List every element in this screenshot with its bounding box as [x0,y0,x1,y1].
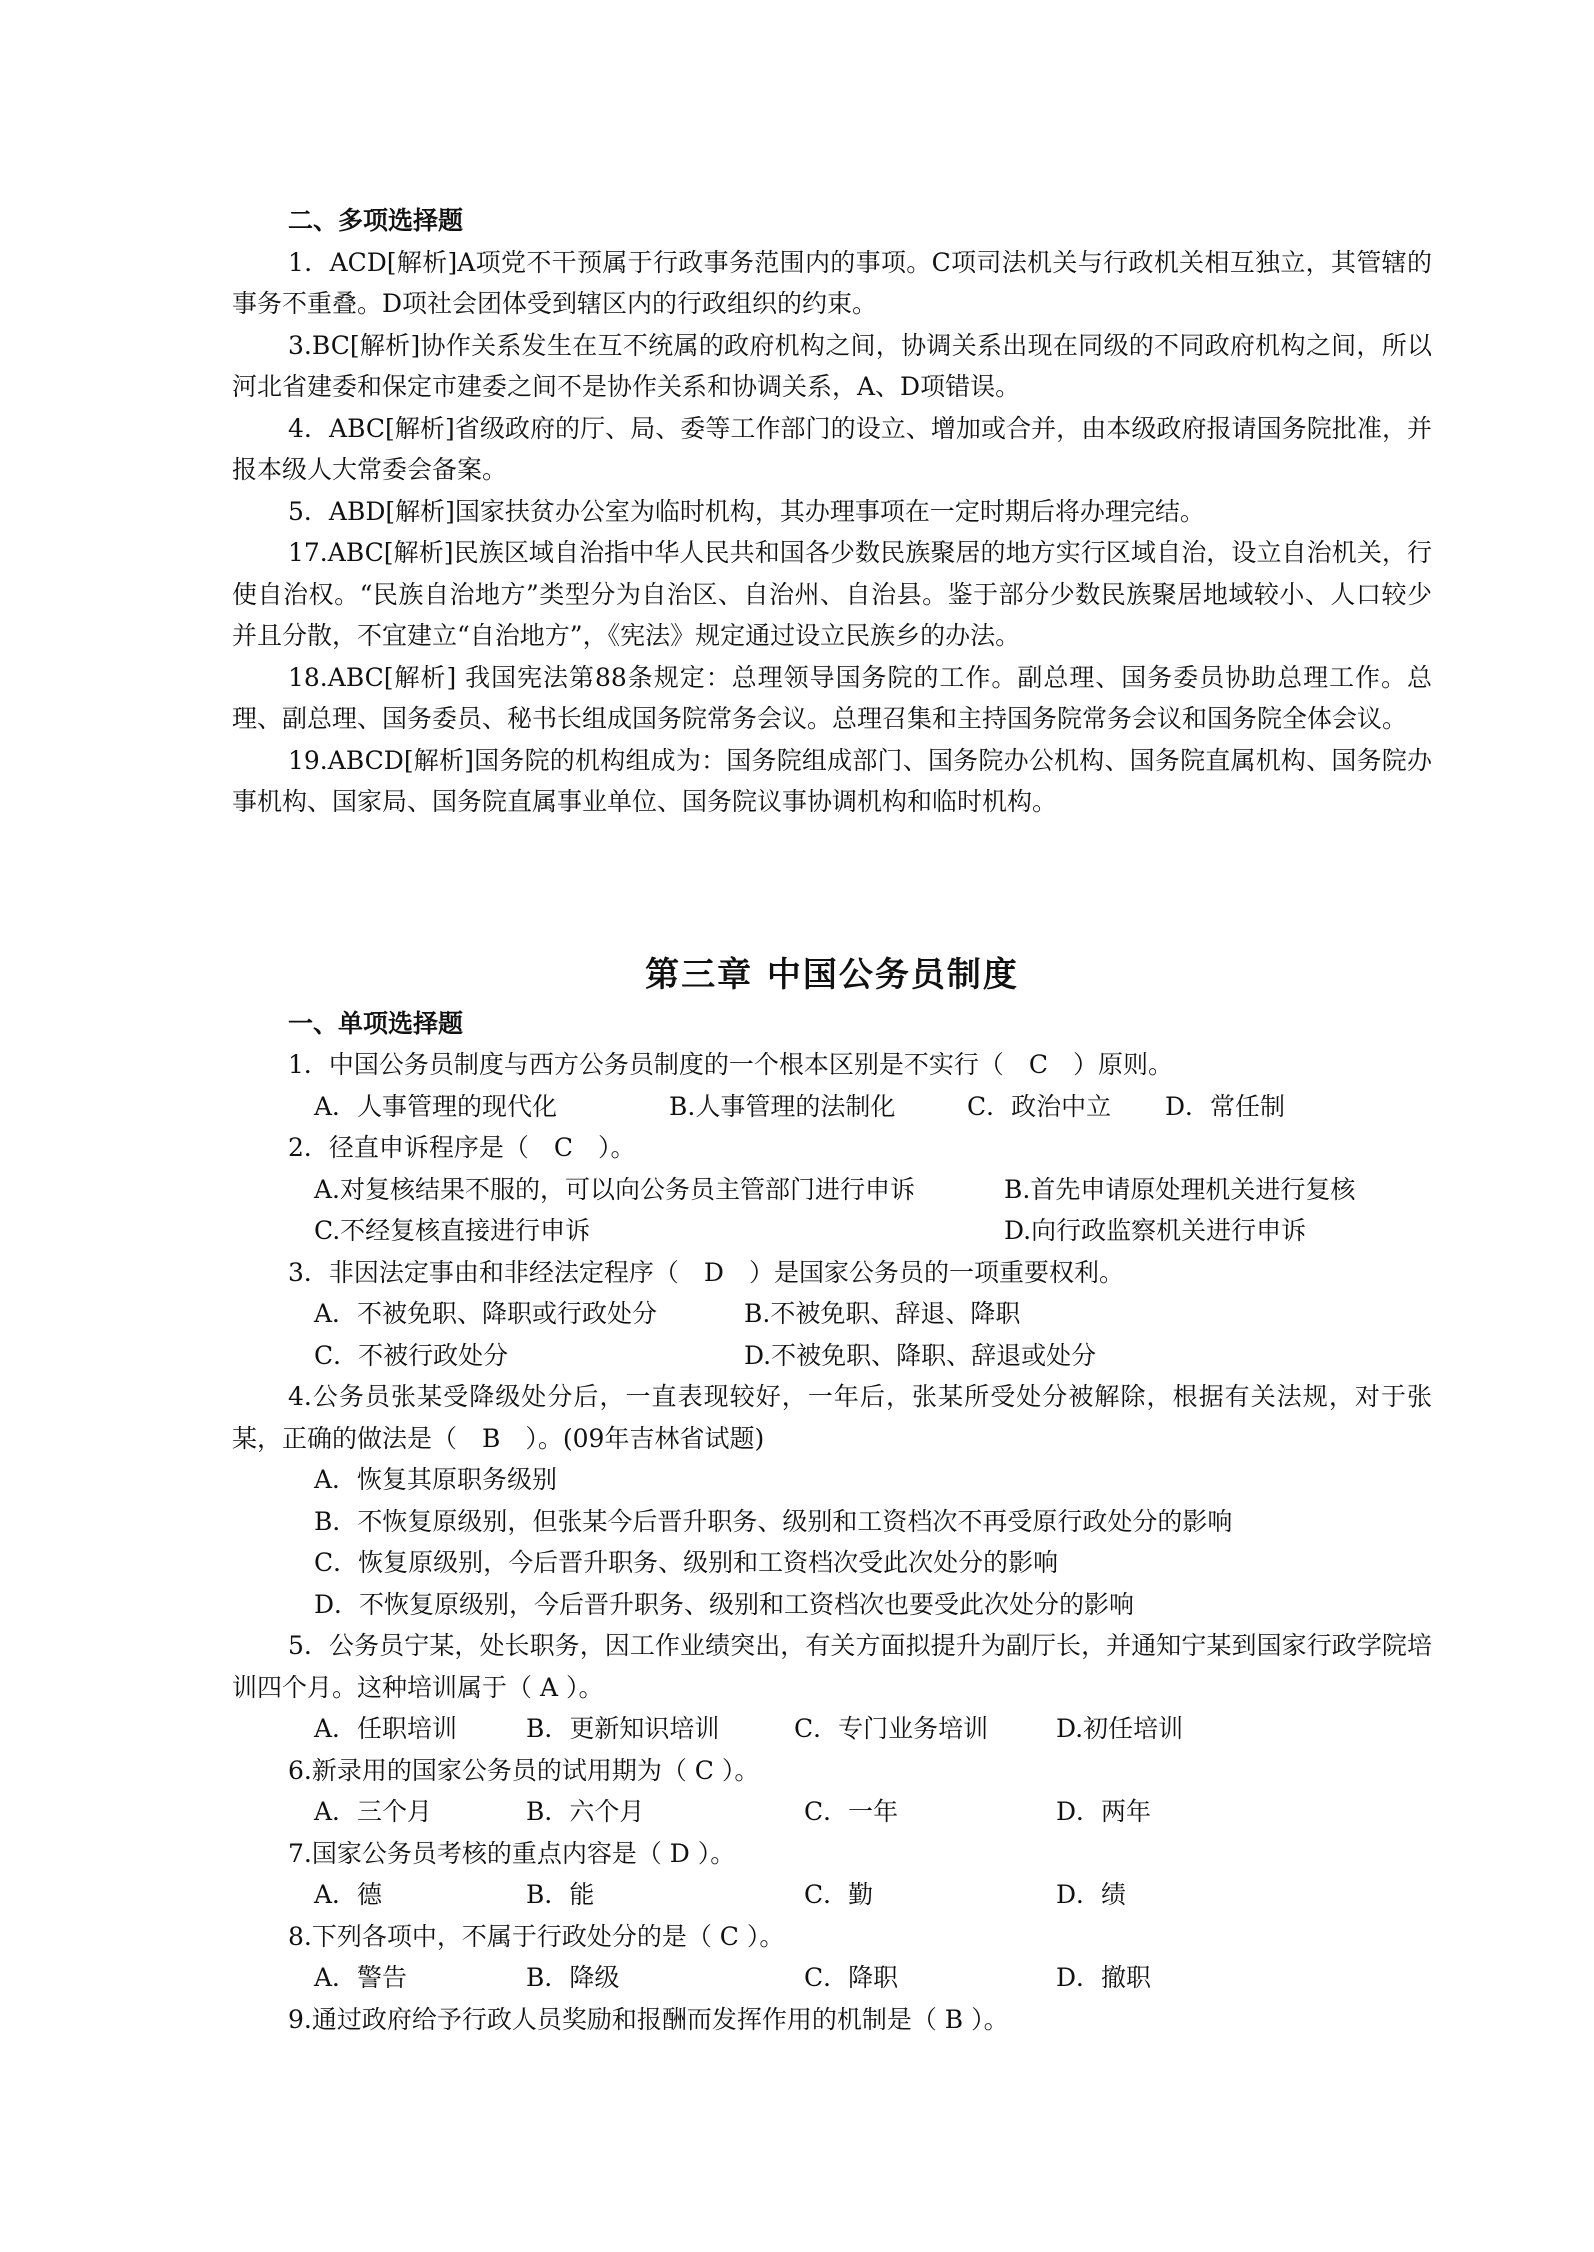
question-1: 1．中国公务员制度与西方公务员制度的一个根本区别是不实行（ C ）原则。 [288,1050,1174,1079]
option: D．两年 [1056,1797,1152,1826]
answer-item: 4．ABC[解析]省级政府的厅、局、委等工作部门的设立、增加或合并，由本级政府报请国务院批准，并报本级人大常委会备案。 [232,413,1432,484]
option: B.人事管理的法制化 [669,1091,896,1121]
option: A．警告 [314,1963,408,1992]
option: D．常任制 [1165,1091,1286,1121]
option: C．不被行政处分 [314,1340,509,1370]
question-4: 4.公务员张某受降级处分后，一直表现较好，一年后，张某所受处分被解除，根据有关法规，对于张某，正确的做法是（ B ）。(09年吉林省试题) [232,1382,1432,1453]
section-heading-single: 一、单项选择题 [288,1008,464,1038]
option: A．任职培训 [314,1714,458,1743]
option: B．降级 [526,1963,620,1992]
question-5: 5．公务员宁某，处长职务，因工作业绩突出，有关方面拟提升为副厅长，并通知宁某到国家行政学院培训四个月。这种培训属于（ A ）。 [232,1631,1432,1702]
option: C．政治中立 [967,1091,1112,1121]
section-heading-multi: 二、多项选择题 [288,206,464,235]
answer-item: 19.ABCD[解析]国务院的机构组成为：国务院组成部门、国务院办公机构、国务院直属机构、国务院办事机构、国家局、国务院直属事业单位、国务院议事协调机构和临时机构。 [232,745,1432,816]
option: C．降职 [804,1963,899,1992]
page-content [232,200,1432,2040]
question-6: 6.新录用的国家公务员的试用期为（ C ）。 [288,1755,760,1785]
question-1-options [232,1086,1432,1128]
option: B．不恢复原级别，但张某今后晋升职务、级别和工资档次不再受原行政处分的影响 [314,1506,1233,1536]
option: D.不被免职、降职、辞退或处分 [744,1340,1097,1370]
answer-item: 1．ACD[解析]A项党不干预属于行政事务范围内的事项。C项司法机关与行政机关相互独立，其管辖的事务不重叠。D项社会团体受到辖区内的行政组织的约束。 [232,247,1432,318]
option: C．勤 [804,1880,874,1909]
option: B．能 [526,1880,595,1909]
option: C．一年 [804,1797,899,1826]
question-2: 2．径直申诉程序是（ C ）。 [288,1133,636,1162]
option: B.首先申请原处理机关进行复核 [1004,1174,1356,1204]
question-2-options [232,1169,1432,1252]
option: A．人事管理的现代化 [314,1091,558,1121]
question-5-options [232,1708,1432,1750]
option: A．德 [314,1880,383,1909]
option: D.向行政监察机关进行申诉 [1004,1216,1307,1245]
option: C．专门业务培训 [794,1714,989,1743]
answer-item: 17.ABC[解析]民族区域自治指中华人民共和国各少数民族聚居的地方实行区域自治，设立自治机关，行使自治权。“民族自治地方”类型分为自治区、自治州、自治县。鉴于部分少数民族聚居地域较小、人口较少并且分散，不宜建立“自治地方”，《宪法》规定通过设立民族乡的办法。 [232,538,1432,650]
option: B．更新知识培训 [526,1714,720,1743]
question-3-options [232,1293,1432,1376]
option: B．六个月 [526,1797,645,1826]
option: A．不被免职、降职或行政处分 [314,1299,658,1328]
question-8: 8.下列各项中，不属于行政处分的是（ C ）。 [288,1921,785,1951]
answer-item: 18.ABC[解析] 我国宪法第88条规定：总理领导国务院的工作。副总理、国务委员协助总理工作。总理、副总理、国务委员、秘书长组成国务院常务会议。总理召集和主持国务院常务会议和国务院全体会议。 [232,662,1432,733]
option: A.对复核结果不服的，可以向公务员主管部门进行申诉 [314,1174,916,1204]
question-8-options [232,1957,1432,1999]
option: A．恢复其原职务级别 [314,1465,558,1494]
question-9: 9.通过政府给予行政人员奖励和报酬而发挥作用的机制是（ B ）。 [288,2004,1009,2034]
question-6-options [232,1791,1432,1833]
option: D．不恢复原级别，今后晋升职务、级别和工资档次也要受此次处分的影响 [314,1589,1135,1619]
chapter-title: 第三章 中国公务员制度 [645,954,1019,995]
question-7-options [232,1874,1432,1916]
option: A．三个月 [314,1797,433,1826]
option: D.初任培训 [1056,1714,1184,1743]
answer-item: 5．ABD[解析]国家扶贫办公室为临时机构，其办理事项在一定时期后将办理完结。 [288,496,1205,526]
option: D．撤职 [1056,1963,1152,1992]
question-7: 7.国家公务员考核的重点内容是（ D ）。 [288,1838,736,1868]
question-3: 3．非因法定事由和非经法定程序（ D ）是国家公务员的一项重要权利。 [288,1257,1124,1287]
option: C.不经复核直接进行申诉 [314,1216,591,1245]
option: C．恢复原级别，今后晋升职务、级别和工资档次受此次处分的影响 [314,1548,1059,1577]
option: D．绩 [1056,1880,1127,1909]
answer-item: 3.BC[解析]协作关系发生在互不统属的政府机构之间，协调关系出现在同级的不同政府机构之间，所以河北省建委和保定市建委之间不是协作关系和协调关系，A、D项错误。 [232,330,1432,401]
option: B.不被免职、辞退、降职 [744,1299,1021,1328]
